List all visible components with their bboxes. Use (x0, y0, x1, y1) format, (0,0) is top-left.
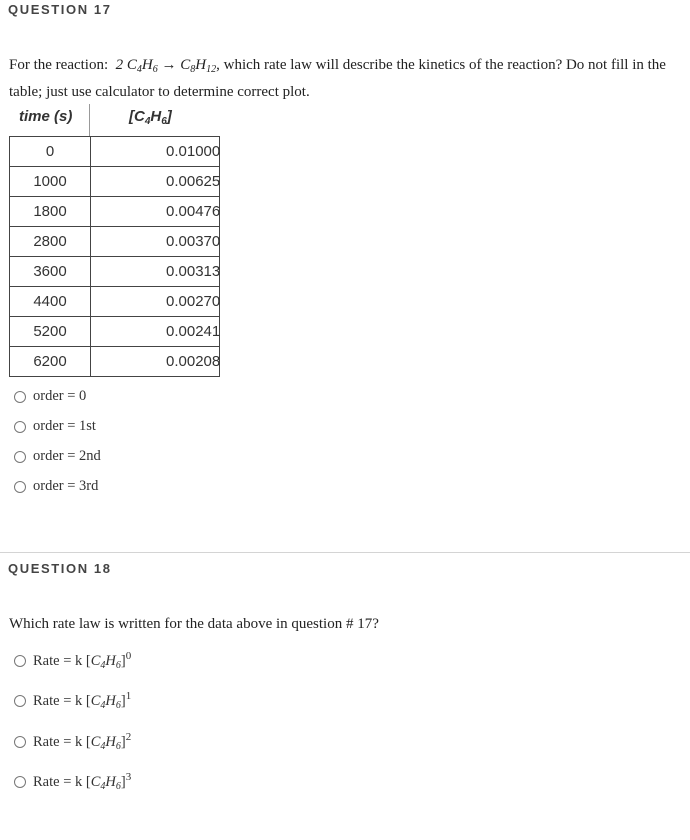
q18-option-1[interactable] (14, 690, 131, 711)
option-label: order = 3rd (33, 478, 99, 494)
q18-option-3[interactable] (14, 771, 131, 792)
rate-law-label: Rate = k $[C_4H_6]^1$ (33, 690, 132, 711)
time-cell: 3600 (10, 257, 91, 287)
q17-option-1[interactable] (14, 418, 96, 435)
question-18-prompt: Which rate law is written for the data above in question # 17? (9, 616, 379, 632)
q17-option-0[interactable] (14, 388, 86, 405)
q18-option-2[interactable] (14, 731, 131, 752)
option-label: order = 2nd (33, 448, 101, 464)
radio-button[interactable] (14, 776, 26, 788)
time-cell: 1800 (10, 197, 91, 227)
header-divider (89, 104, 90, 136)
concentration-cell: 0.00270 (91, 287, 220, 317)
column-header-concentration: $[C_4H_6]$ (129, 108, 172, 127)
rate-law-label: Rate = k $[C_4H_6]^3$ (33, 771, 132, 792)
table-row (10, 257, 220, 287)
q18-option-0[interactable] (14, 650, 131, 671)
prompt-rest: , which rate law will describe the kinetics of the reaction? Do not fill in the table; just use calculator to determine correct plot. (9, 57, 666, 100)
concentration-cell: 0.00625 (91, 167, 220, 197)
section-divider (0, 552, 690, 553)
table-row (10, 197, 220, 227)
time-cell: 6200 (10, 347, 91, 377)
radio-button[interactable] (14, 481, 26, 493)
table-header (9, 106, 219, 134)
question-18-header: QUESTION 18 (8, 561, 112, 576)
concentration-cell: 0.01000 (91, 137, 220, 167)
time-cell: 0 (10, 137, 91, 167)
rate-law-label: Rate = k $[C_4H_6]^2$ (33, 731, 132, 752)
time-cell: 1000 (10, 167, 91, 197)
table-row (10, 227, 220, 257)
option-label: order = 1st (33, 418, 96, 434)
table-row (10, 137, 220, 167)
table-row (10, 347, 220, 377)
prompt-intro: For the reaction: (9, 57, 109, 73)
time-cell: 4400 (10, 287, 91, 317)
radio-button[interactable] (14, 695, 26, 707)
radio-button[interactable] (14, 736, 26, 748)
concentration-cell: 0.00476 (91, 197, 220, 227)
question-17-header: QUESTION 17 (8, 2, 112, 17)
radio-button[interactable] (14, 421, 26, 433)
q17-option-3[interactable] (14, 478, 98, 495)
table-row (10, 167, 220, 197)
table-row (10, 317, 220, 347)
radio-button[interactable] (14, 655, 26, 667)
question-17-prompt (9, 54, 679, 104)
data-table (9, 136, 220, 377)
concentration-cell: 0.00208 (91, 347, 220, 377)
concentration-cell: 0.00241 (91, 317, 220, 347)
radio-button[interactable] (14, 391, 26, 403)
q17-option-2[interactable] (14, 448, 101, 465)
column-header-time: time (s) (19, 108, 73, 125)
option-label: order = 0 (33, 388, 87, 404)
radio-button[interactable] (14, 451, 26, 463)
rate-law-label: Rate = k $[C_4H_6]^0$ (33, 650, 132, 671)
table-row (10, 287, 220, 317)
concentration-cell: 0.00313 (91, 257, 220, 287)
time-cell: 5200 (10, 317, 91, 347)
concentration-cell: 0.00370 (91, 227, 220, 257)
reaction-equation: 2 $C_4H_6 \to C_8H_{12}$ (115, 57, 217, 75)
time-cell: 2800 (10, 227, 91, 257)
